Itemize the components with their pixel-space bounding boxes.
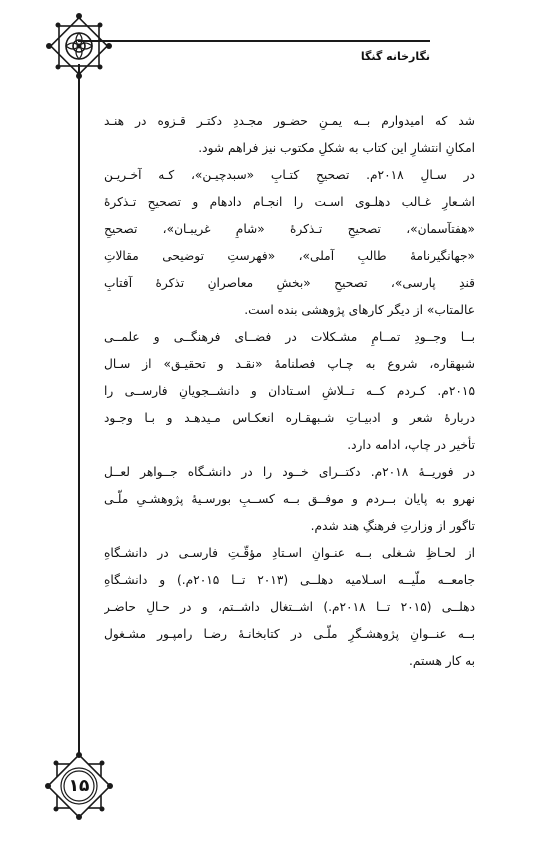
text-line: عالمتاب» از دیگر کارهای پژوهشی بنده است. — [244, 303, 475, 317]
frame-vertical-rule — [78, 64, 80, 772]
text-line: جامعــه ملّیــه اسـلامیه دهلــی (۲۰۱۳ تــا ۲۰۱۵م.) و دانشـگاهِ — [104, 573, 475, 587]
text-line: ۲۰۱۵م. کـردم کــه تــلاشِ اسـتادان و دانشــجویانِ فارســی را — [104, 384, 475, 398]
text-line: شبهقاره، شروع به چـاپ فصلنامۀ «نقـد و تحقیـق» از سـال — [104, 357, 475, 371]
text-line: شد که امیدوارم بــه یمـنِ حضـور مجـددِ دکتـر قـزوه در هنـد — [104, 114, 475, 128]
text-line: نهرو به پایان بــردم و موفــق بــه کســبِ بورسـیۀ پژوهشـیِ ملّـی — [104, 492, 475, 506]
text-line: «جهانگیرنامۀ طالبِ آملی»، «فهرستِ توضیحی مقالاتِ — [104, 249, 475, 263]
text-line: امکانِ انتشارِ این کتاب به شکلِ مکتوب نیز فراهم شود. — [198, 141, 475, 155]
text-line: قندِ پارسی»، تصحیحِ «بخشِ معاصرانِ تذکرۀ آفتابِ — [104, 276, 475, 290]
header-title: نگارخانه گنگا — [360, 50, 430, 63]
text-line: در سـالِ ۲۰۱۸م. تصحیحِ کتـابِ «سبدچیـن»، کـه آخـریـن — [104, 168, 475, 182]
text-line: اشـعارِ غـالب دهلـوی اسـت را انجـام دادهام و تصحیحِ تـذکرۀ — [104, 195, 475, 209]
text-line: از لحـاظِ شـغلی بــه عنـوانِ اسـتادِ مؤقّـتِ فارسـی در دانشـگاهِ — [104, 546, 475, 560]
text-line: بــه عنــوانِ پژوهشـگرِ ملّـی در کتابخانـۀ رضـا رامپـور مشـغول — [104, 627, 475, 641]
text-line: «هفتآسمان»، تصحیحِ تـذکرۀ «شامِ غریبـان»، تصحیحِ — [104, 222, 475, 236]
text-line: دهلــی (۲۰۱۵ تــا ۲۰۱۸م.) اشــتغال داشــتم، و در حـالِ حاضـر — [104, 600, 475, 614]
text-line: تأخیر در چاپ، ادامه دارد. — [347, 438, 475, 452]
running-header — [78, 40, 430, 66]
body-text — [104, 108, 475, 675]
page-number: ۱۵ — [68, 776, 90, 796]
text-line: بــا وجــودِ تمــامِ مشـکلات در فضــای فرهنگــی و علمــی — [104, 330, 475, 344]
text-line: در فوریــۀ ۲۰۱۸م. دکتــرای خــود را در دانشـگاه جــواهر لعــل — [104, 465, 475, 479]
text-line: تاگور از وزارتِ فرهنگِ هند شدم. — [310, 519, 475, 533]
text-line: دربارۀ شعر و ادبیـاتِ شـبهقـاره انعکـاس مـیدهـد و بـا وجـود — [104, 411, 475, 425]
text-line: به کار هستم. — [408, 654, 475, 668]
